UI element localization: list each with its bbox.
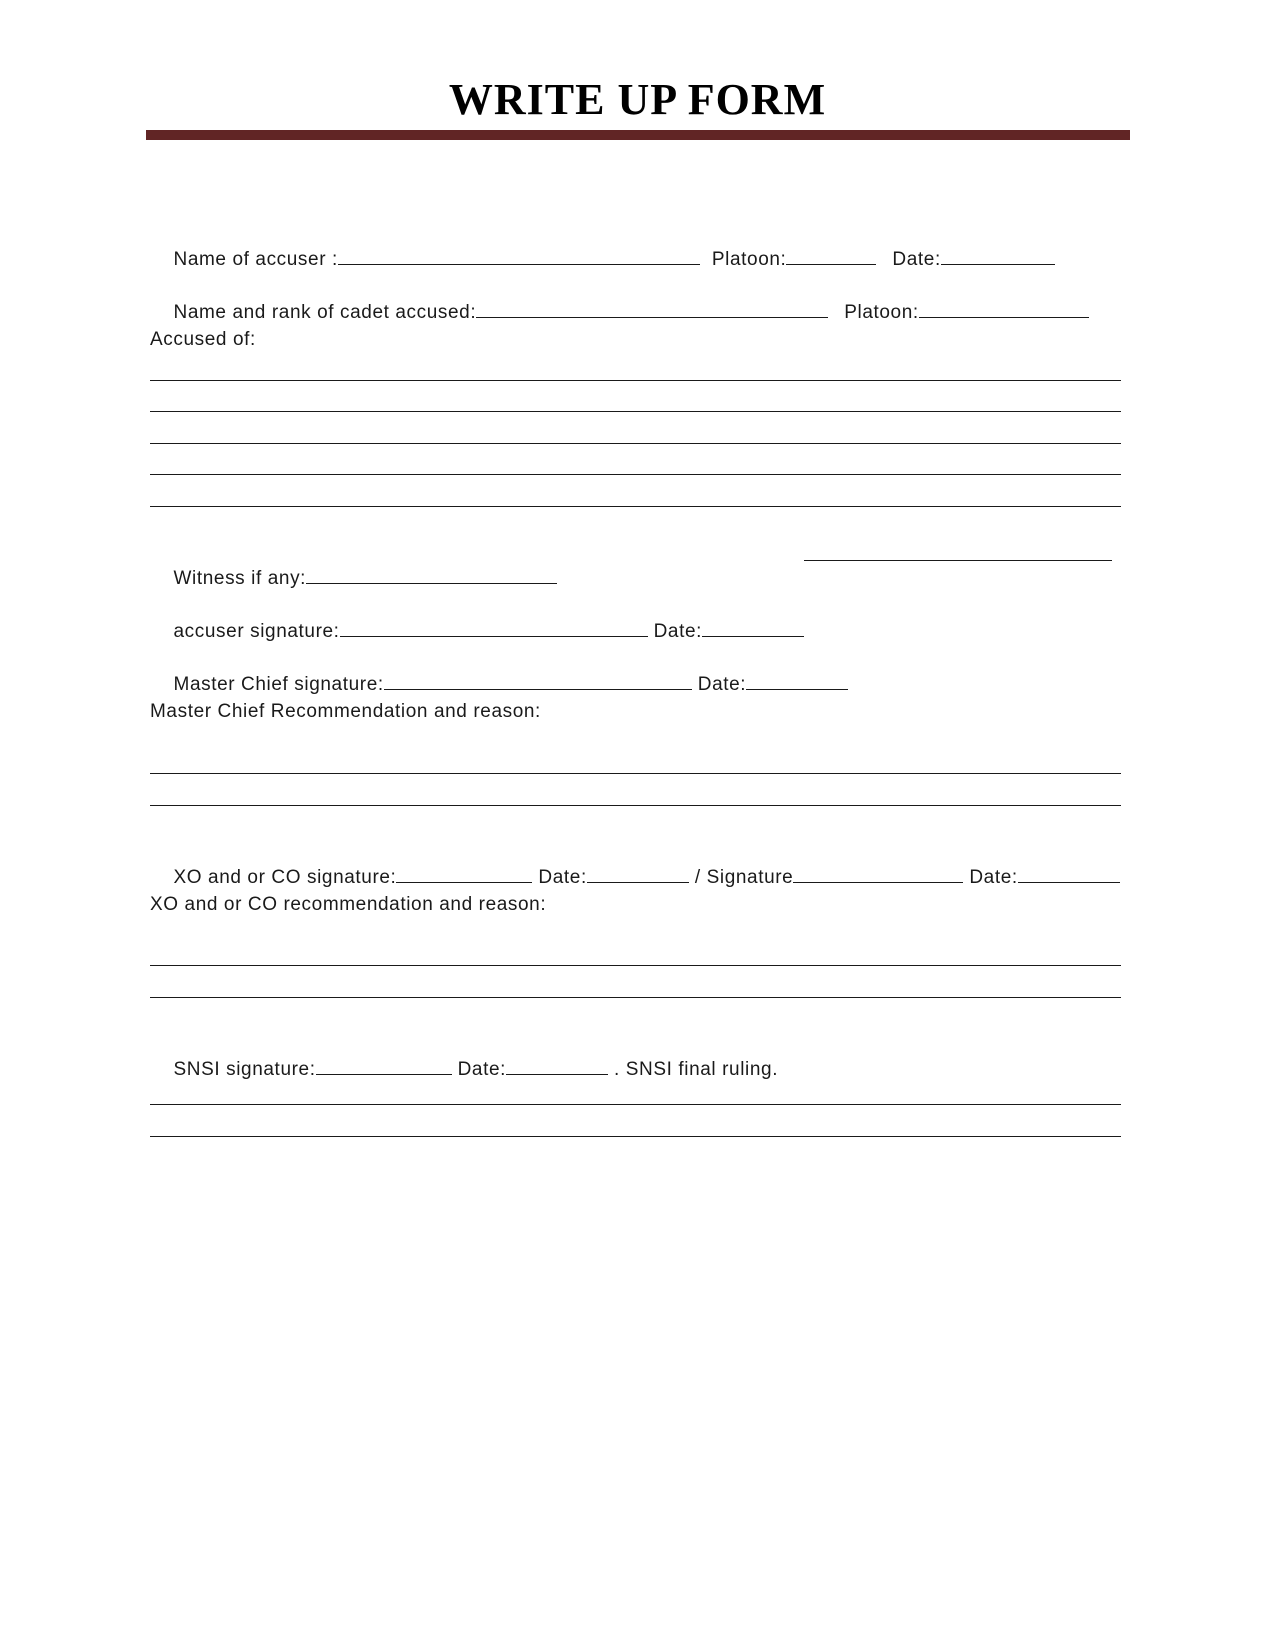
name-rank-accused-label: Name and rank of cadet accused: bbox=[173, 302, 477, 323]
xo-co-signature-field[interactable] bbox=[396, 864, 532, 883]
accuser-signature-field[interactable] bbox=[340, 618, 648, 637]
witness-label: Witness if any: bbox=[173, 568, 307, 589]
platoon-label: Platoon: bbox=[844, 302, 919, 323]
master-chief-signature-field[interactable] bbox=[384, 671, 692, 690]
snsi-final-ruling-line[interactable] bbox=[150, 1136, 1121, 1137]
date-label: Date: bbox=[653, 621, 702, 642]
accused-of-line[interactable] bbox=[150, 474, 1121, 475]
signature-field[interactable] bbox=[793, 864, 963, 883]
platoon-field[interactable] bbox=[786, 246, 876, 265]
witness-field-2[interactable] bbox=[804, 560, 1112, 561]
platoon-label: Platoon: bbox=[711, 249, 787, 270]
master-chief-recommendation-label: Master Chief Recommendation and reason: bbox=[150, 701, 541, 722]
xo-co-recommendation-line[interactable] bbox=[150, 965, 1121, 966]
accuser-signature-label: accuser signature: bbox=[173, 621, 340, 642]
accused-of-line[interactable] bbox=[150, 443, 1121, 444]
master-chief-recommendation-line[interactable] bbox=[150, 805, 1121, 806]
platoon-field[interactable] bbox=[919, 299, 1089, 318]
date-field[interactable] bbox=[506, 1056, 608, 1075]
witness-field[interactable] bbox=[306, 565, 557, 584]
signature-label: / Signature bbox=[694, 867, 794, 888]
snsi-signature-row bbox=[150, 1032, 778, 1106]
date-label: Date: bbox=[457, 1059, 507, 1080]
accused-of-line[interactable] bbox=[150, 380, 1121, 381]
master-chief-signature-label: Master Chief signature: bbox=[173, 674, 384, 695]
date-field[interactable] bbox=[702, 618, 804, 637]
date-label: Date: bbox=[892, 249, 941, 270]
master-chief-recommendation-line[interactable] bbox=[150, 773, 1121, 774]
xo-co-recommendation-line[interactable] bbox=[150, 997, 1121, 998]
name-of-accuser-field[interactable] bbox=[338, 246, 700, 265]
name-rank-accused-field[interactable] bbox=[476, 299, 828, 318]
snsi-final-ruling-line[interactable] bbox=[150, 1104, 1121, 1105]
date-field[interactable] bbox=[746, 671, 848, 690]
accused-of-label: Accused of: bbox=[150, 329, 256, 350]
date-field[interactable] bbox=[941, 246, 1055, 265]
snsi-signature-field[interactable] bbox=[316, 1056, 452, 1075]
date-field[interactable] bbox=[587, 864, 689, 883]
date-label: Date: bbox=[969, 867, 1018, 888]
form-title: WRITE UP FORM bbox=[448, 75, 827, 124]
snsi-final-ruling-label: . SNSI final ruling. bbox=[614, 1059, 779, 1080]
xo-co-recommendation-label: XO and or CO recommendation and reason: bbox=[150, 894, 547, 915]
date-field[interactable] bbox=[1018, 864, 1120, 883]
name-of-accuser-label: Name of accuser : bbox=[173, 249, 338, 270]
xo-co-signature-label: XO and or CO signature: bbox=[173, 867, 397, 888]
accused-row bbox=[150, 275, 1089, 349]
date-label: Date: bbox=[697, 674, 747, 695]
accused-of-line[interactable] bbox=[150, 411, 1121, 412]
date-label: Date: bbox=[538, 867, 587, 888]
snsi-signature-label: SNSI signature: bbox=[173, 1059, 316, 1080]
accused-of-line[interactable] bbox=[150, 506, 1121, 507]
title-divider bbox=[146, 130, 1130, 140]
